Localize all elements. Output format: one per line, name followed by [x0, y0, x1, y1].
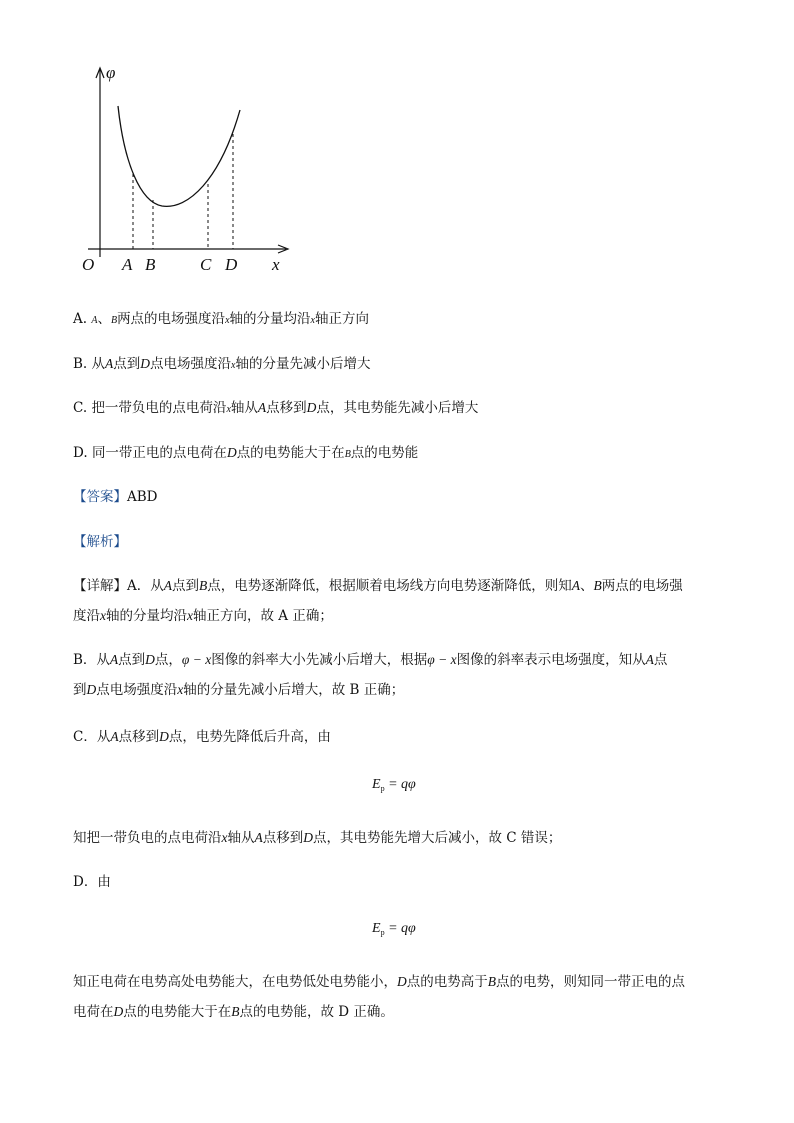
- text: D．由: [73, 874, 111, 890]
- point-d: D: [140, 356, 151, 371]
- point-d: D: [86, 682, 97, 697]
- x-var: x: [225, 315, 230, 326]
- text: 点，电势先降低后升高，由: [168, 729, 331, 745]
- point-label-c: C: [200, 255, 212, 272]
- point-a: A: [91, 315, 98, 326]
- point-d: D: [306, 400, 317, 415]
- y-axis-label: φ: [106, 63, 116, 82]
- point-d: D: [226, 445, 237, 460]
- text: 两点的电场强度沿: [117, 311, 226, 327]
- text: 点，电势逐渐降低，根据顺着电场线方向电势逐渐降低，则知: [207, 578, 572, 594]
- text: 点的电势高于: [406, 974, 488, 990]
- text: = qφ: [384, 777, 416, 792]
- text: 点，其电势能先增大后减小，故 C 错误；: [313, 830, 562, 846]
- text: 点的电势能大于在: [236, 445, 345, 461]
- point-d: D: [113, 1004, 124, 1019]
- phi-x: φ − x: [181, 652, 212, 667]
- analysis: [73, 532, 127, 552]
- text: 点到: [118, 652, 146, 668]
- text: 从: [91, 356, 106, 372]
- text: 点移到: [266, 400, 307, 416]
- x-var: x: [231, 360, 236, 371]
- option-d: [73, 443, 418, 465]
- text: 轴正方向，故 A 正确；: [193, 608, 333, 624]
- point-d: D: [145, 652, 155, 667]
- x-axis-label: x: [272, 255, 280, 272]
- text: 点，: [154, 652, 182, 668]
- detail-line-3: [73, 650, 667, 670]
- text: 电荷在: [73, 1004, 114, 1020]
- text: 轴正方向: [314, 311, 369, 327]
- text: C．从: [73, 729, 111, 745]
- point-a: A: [109, 652, 119, 667]
- option-c: [73, 398, 478, 420]
- detail-line-6: [73, 828, 561, 848]
- point-label-a: A: [122, 255, 133, 272]
- text: 、: [97, 311, 111, 327]
- answer-value: ABD: [127, 489, 158, 505]
- option-b: [73, 354, 370, 376]
- text: E: [372, 921, 381, 936]
- text: 轴的分量均沿: [106, 608, 187, 624]
- text: 点，其电势能先减小后增大: [316, 400, 479, 416]
- point-a: A: [645, 652, 654, 667]
- x-var: x: [226, 404, 231, 415]
- point-label-d: D: [225, 255, 238, 272]
- text: 知把一带负电的点电荷沿: [73, 830, 222, 846]
- text: 把一带负电的点电荷沿: [91, 400, 227, 416]
- text: 知正电荷在电势高处电势能大，在电势低处电势能小，: [73, 974, 397, 990]
- point-a: A: [105, 356, 114, 371]
- option-a-prefix: A.: [73, 311, 88, 327]
- text: = qφ: [384, 921, 416, 936]
- x-var: x: [177, 682, 184, 697]
- option-c-prefix: C.: [73, 400, 88, 416]
- x-var: x: [100, 608, 106, 623]
- answer-tag: 【答案】: [73, 489, 127, 505]
- x-var: x: [187, 608, 193, 623]
- option-a: [73, 309, 369, 331]
- analysis-tag: 【解析】: [73, 534, 127, 550]
- point-label-b: B: [145, 255, 156, 272]
- option-d-prefix: D.: [73, 445, 88, 461]
- detail-line-2: [73, 606, 333, 626]
- text: 图像的斜率大小先减小后增大，根据: [211, 652, 428, 668]
- point-b: B: [231, 1004, 240, 1019]
- option-b-prefix: B.: [73, 356, 88, 372]
- text: 两点的电场强: [601, 578, 683, 594]
- detail-line-8: [73, 972, 685, 992]
- formula-ep-2: [372, 921, 416, 937]
- text: p: [380, 784, 385, 793]
- detail-tag: 【详解】: [73, 578, 127, 594]
- text: p: [380, 928, 385, 937]
- text: 、: [580, 578, 594, 594]
- text: 点到: [113, 356, 141, 372]
- point-b: B: [344, 449, 351, 460]
- detail-line-5: [73, 727, 331, 747]
- text: 轴的分量均沿: [229, 311, 311, 327]
- text: 轴从: [227, 830, 255, 846]
- point-b: B: [199, 578, 208, 593]
- text: 点电场强度沿: [150, 356, 232, 372]
- point-a: A: [163, 578, 172, 593]
- point-a: A: [254, 830, 263, 845]
- detail-line-4: [73, 680, 404, 700]
- text: 图像的斜率表示电场强度，知从: [456, 652, 646, 668]
- origin-label: O: [82, 255, 95, 272]
- text: 点的电势能，故 D 正确。: [239, 1004, 394, 1020]
- text: 点的电势能大于在: [123, 1004, 232, 1020]
- text: 同一带正电的点电荷在: [91, 445, 227, 461]
- point-b: B: [110, 315, 118, 326]
- text: 轴从: [230, 400, 258, 416]
- point-d: D: [303, 830, 313, 845]
- text: E: [372, 777, 381, 792]
- text: 点的电势，则知同一带正电的点: [496, 974, 685, 990]
- text: 点电场强度沿: [96, 682, 178, 698]
- text: A．从: [127, 578, 164, 594]
- x-var: x: [221, 830, 228, 845]
- text: 轴的分量先减小后增大，故 B 正确；: [183, 682, 405, 698]
- text: 点到: [172, 578, 199, 594]
- point-b: B: [593, 578, 602, 593]
- potential-curve: [118, 106, 240, 206]
- phi-x: φ − x: [427, 652, 457, 667]
- text: 点移到: [118, 729, 160, 745]
- point-d: D: [159, 729, 169, 744]
- detail-line-9: [73, 1002, 394, 1022]
- text: 度沿: [73, 608, 100, 624]
- text: 点移到: [262, 830, 304, 846]
- detail-line-7: [73, 872, 111, 892]
- detail-line-1: [73, 576, 683, 596]
- text: B．从: [73, 652, 110, 668]
- text: 到: [73, 682, 87, 698]
- x-var: x: [310, 315, 315, 326]
- text: 点的电势能: [350, 445, 419, 461]
- text: 轴的分量先减小后增大: [235, 356, 371, 372]
- answer: [73, 487, 158, 507]
- text: 点: [653, 652, 668, 668]
- point-a: A: [571, 578, 580, 593]
- point-a: A: [110, 729, 119, 744]
- point-b: B: [487, 974, 496, 989]
- point-a: A: [257, 400, 267, 415]
- formula-ep-1: [372, 777, 416, 793]
- potential-graph: [80, 62, 300, 272]
- point-d: D: [397, 974, 407, 989]
